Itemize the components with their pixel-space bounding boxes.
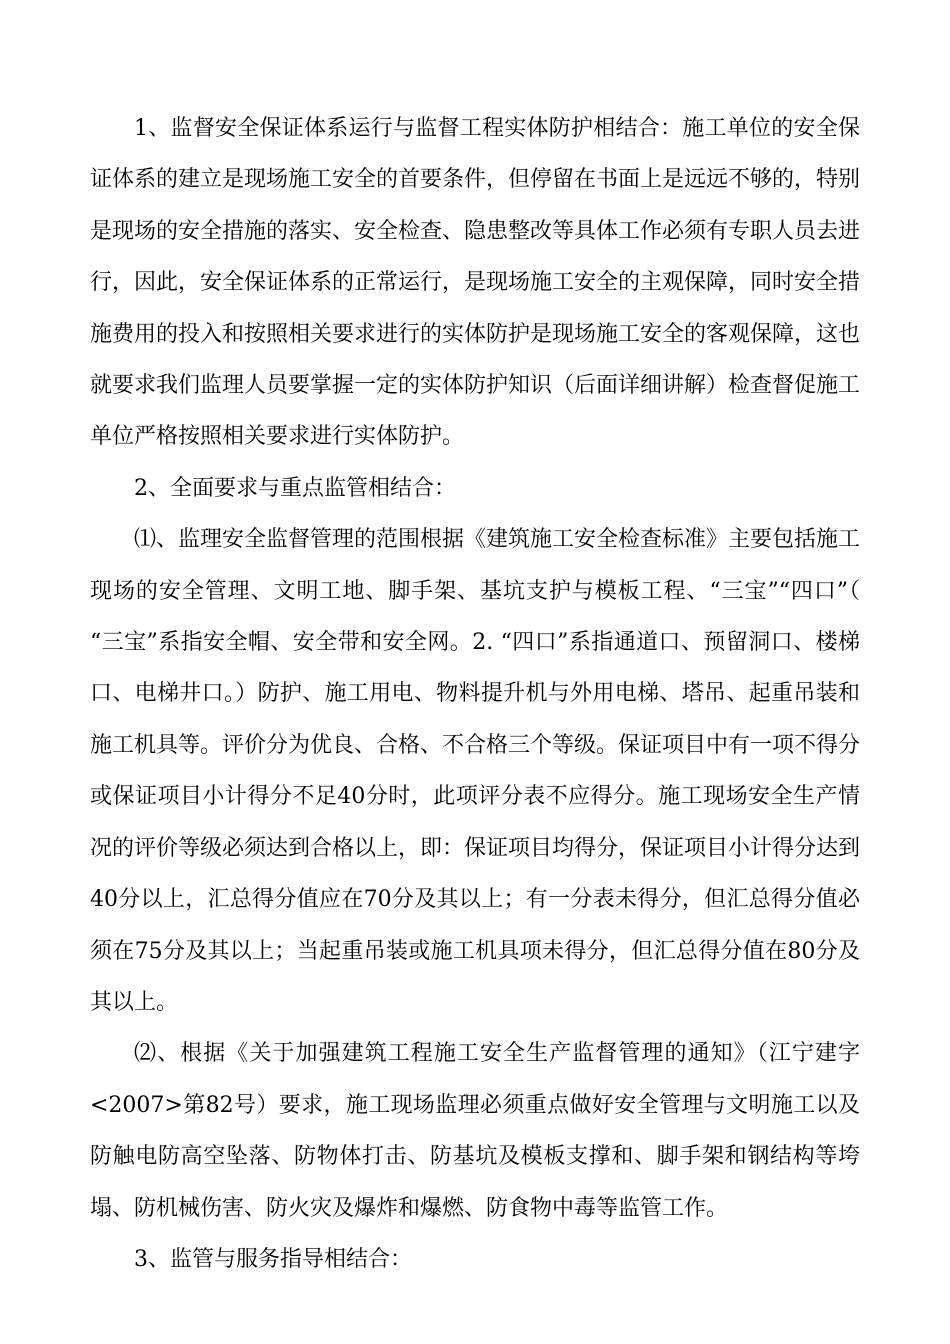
paragraph-3: ⑴、监理安全监督管理的范围根据《建筑施工安全检查标准》主要包括施工现场的安全管理、文明工地、脚手架、基坑支护与模板工程、“三宝”“四口”（ “三宝”系指安全帽、安全带和安全网。2. “四口”系指通道口、预留洞口、楼梯口、电梯井口。）防护、施工用电、物料提升机与外用电梯、塔吊、起重吊装和施工机具等。评价分为优良、合格、不合格三个等级。保证项目中有一项不得分或保证项目小计得分不足40分时，此项评分表不应得分。施工现场安全生产情况的评价等级必须达到合格以上，即：保证项目均得分，保证项目小计得分达到40分以上，汇总得分值应在70分及其以上；有一分表未得分，但汇总得分值必须在75分及其以上；当起重吊装或施工机具项未得分，但汇总得分值在80分及其以上。 bbox=[90, 527, 861, 1015]
paragraph-4: ⑵、根据《关于加强建筑工程施工安全生产监督管理的通知》（江宁建字<2007>第82号）要求，施工现场监理必须重点做好安全管理与文明施工以及防触电防高空坠落、防物体打击、防基坑及模板支撑和、脚手架和钢结构等垮塌、防机械伤害、防火灾及爆炸和爆燃、防食物中毒等监管工作。 bbox=[90, 1041, 860, 1221]
paragraph-1: 1、监督安全保证体系运行与监督工程实体防护相结合：施工单位的安全保证体系的建立是现场施工安全的首要条件，但停留在书面上是远远不够的，特别是现场的安全措施的落实、安全检查、隐患整改等具体工作必须有专职人员去进行，因此，安全保证体系的正常运行，是现场施工安全的主观保障，同时安全措施费用的投入和按照相关要求进行的实体防护是现场施工安全的客观保障，这也就要求我们监理人员要掌握一定的实体防护知识（后面详细讲解）检查督促施工单位严格按照相关要求进行实体防护。 bbox=[90, 116, 861, 450]
paragraph-5: 3、监管与服务指导相结合： bbox=[134, 1246, 412, 1272]
paragraph-2: 2、全面要求与重点监管相结合： bbox=[134, 475, 456, 501]
document-body bbox=[90, 103, 860, 1285]
